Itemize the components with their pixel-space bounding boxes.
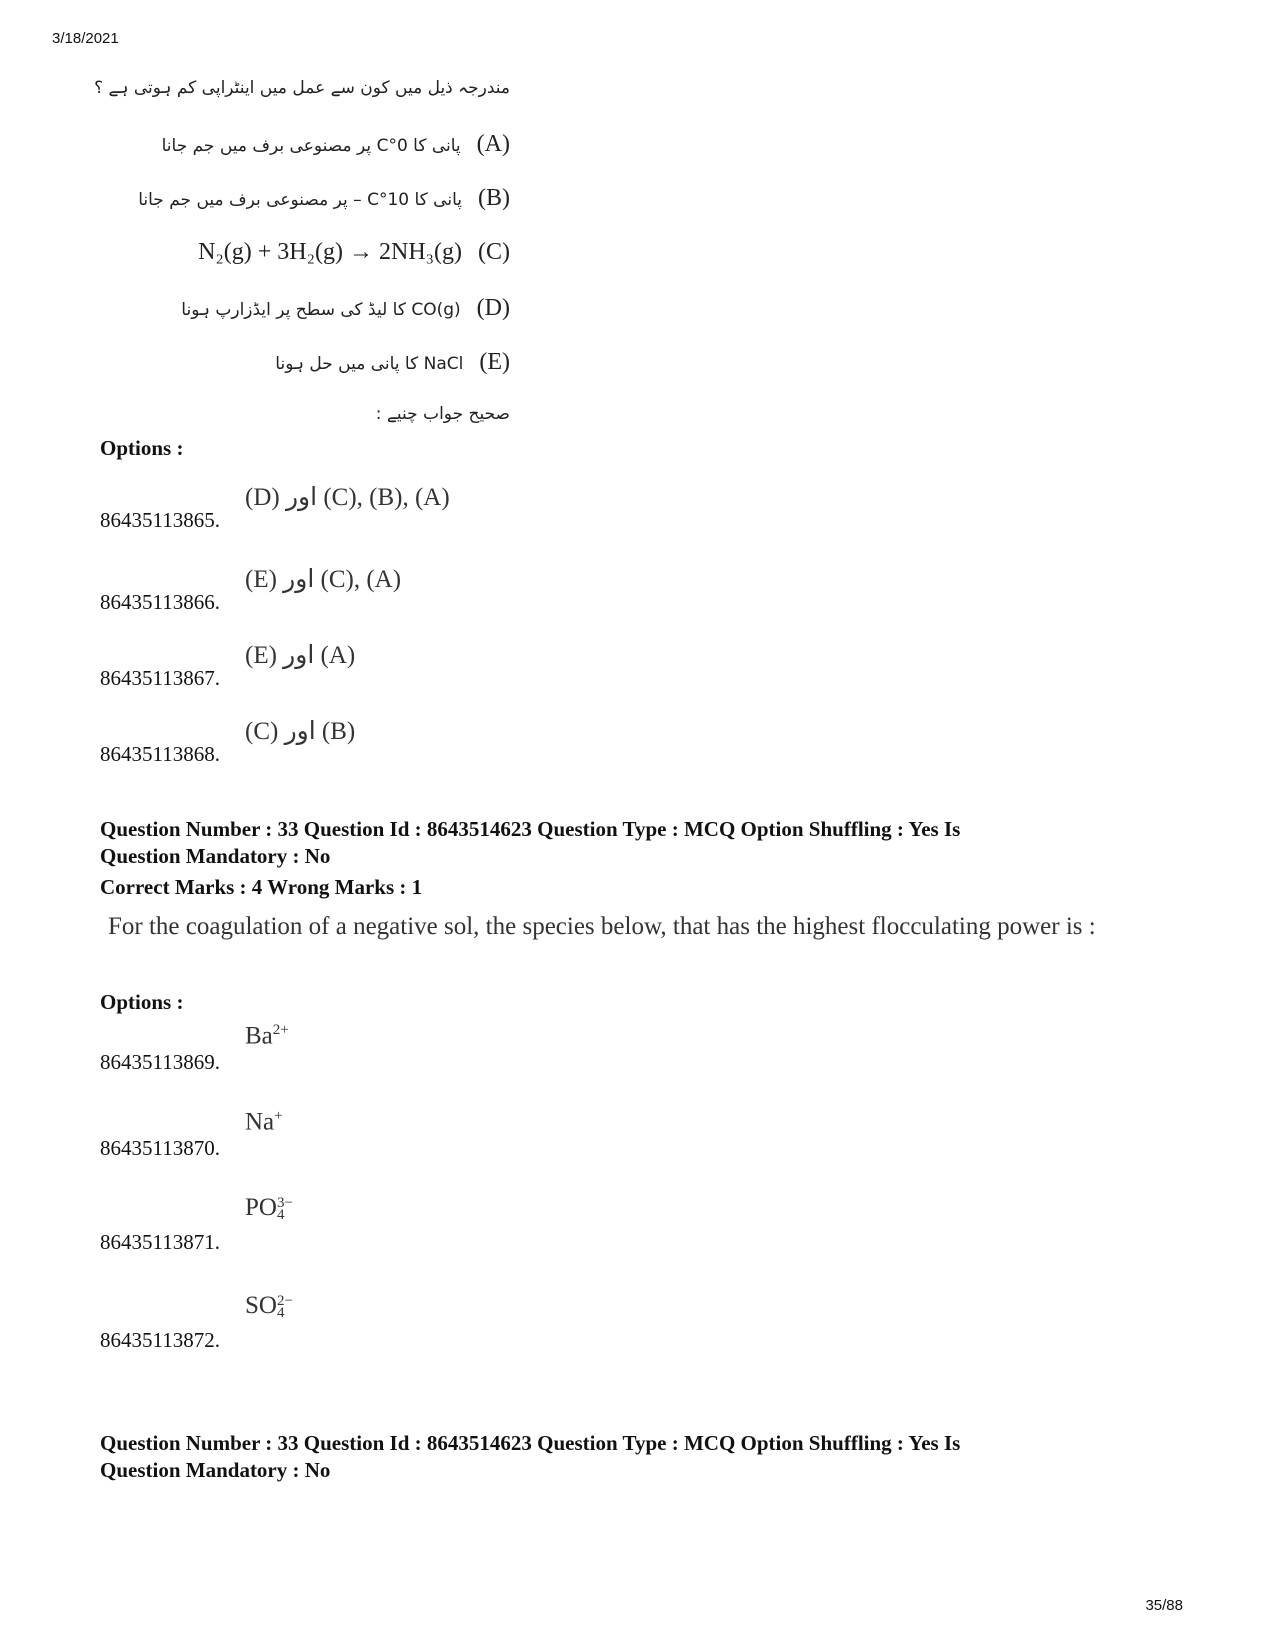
statement-e: (E)NaCl کا پانی میں حل ہونا [275,349,510,375]
statement-b: (B)پانی کا 10°C – پر مصنوعی برف میں جم جانا [138,185,510,211]
question-33-marks: Correct Marks : 4 Wrong Marks : 1 [100,875,423,899]
question-32-stem: مندرجہ ذیل میں کون سے عمل میں اینٹراپی کم ہوتی ہے ؟ [94,78,510,98]
page-number: 35/88 [1145,1597,1183,1614]
option-86435113865[interactable]: 86435113865. (D) اور (C), (B), (A) [100,484,450,532]
option-86435113868[interactable]: 86435113868. (C) اور (B) [100,718,356,766]
print-date: 3/18/2021 [52,30,119,47]
option-86435113870[interactable]: 86435113870. Na+ [100,1108,283,1160]
option-86435113871[interactable]: 86435113871. PO 3− 4 [100,1194,293,1254]
statement-d: (D)CO(g) کا لیڈ کی سطح پر ایڈزارپ ہونا [181,295,510,321]
option-86435113867[interactable]: 86435113867. (E) اور (A) [100,642,356,690]
question-33-repeat-header: Question Number : 33 Question Id : 8643514623 Question Type : MCQ Option Shuffling : Yes Is Question Mandatory : No [100,1431,961,1482]
statement-c: (C)N₂(g) + 3H₂(g) → 2NH₃(g) [198,239,510,265]
question-33-header: Question Number : 33 Question Id : 8643514623 Question Type : MCQ Option Shuffling : Yes Is Question Mandatory : No [100,817,961,868]
question-33-text: For the coagulation of a negative sol, the species below, that has the highest flocculating power is : [108,913,1096,940]
options-label-q32: Options : [100,436,184,460]
option-86435113869[interactable]: 86435113869. $Ba^{2+}$ [100,1022,289,1074]
option-86435113866[interactable]: 86435113866. (E) اور (C), (A) [100,566,402,614]
options-label-q33: Options : [100,990,184,1014]
option-86435113872[interactable]: 86435113872. SO 2− 4 [100,1292,293,1352]
statement-a: (A)پانی کا 0°C پر مصنوعی برف میں جم جانا [161,131,510,157]
choose-answer-prompt: صحیح جواب چنیے : [375,404,510,424]
